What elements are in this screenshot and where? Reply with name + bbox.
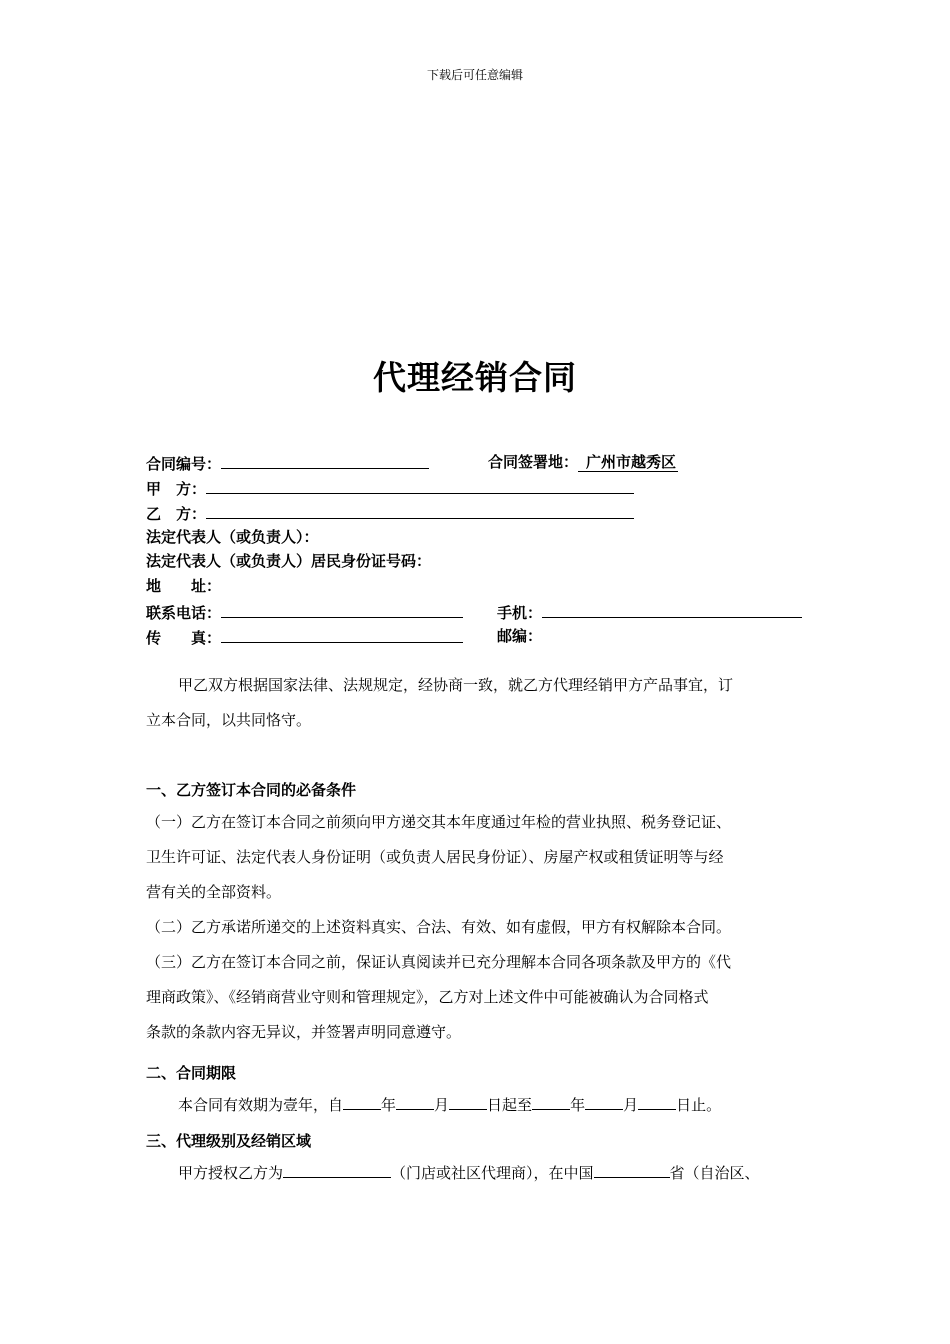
legal-rep-id-label: 法定代表人（或负责人）居民身份证号码： <box>146 552 432 570</box>
contract-no-blank[interactable] <box>221 452 429 469</box>
section2-body <box>146 1088 826 1123</box>
section3-heading: 三、代理级别及经销区域 <box>146 1132 312 1150</box>
section1-body <box>146 805 826 1050</box>
start-year-blank[interactable] <box>343 1094 381 1110</box>
party-b-blank[interactable] <box>206 502 634 519</box>
section1-line: （三）乙方在签订本合同之前，保证认真阅读并已充分理解本合同各项条款及甲方的《代 <box>146 953 732 971</box>
party-b-label: 乙 方： <box>146 505 207 523</box>
section1-line: 卫生许可证、法定代表人身份证明（或负责人居民身份证）、房屋产权或租赁证明等与经 <box>146 848 724 866</box>
intro-paragraph <box>146 668 826 738</box>
document-title: 代理经销合同 <box>373 358 577 397</box>
legal-rep-label: 法定代表人（或负责人）： <box>146 528 319 546</box>
phone-blank[interactable] <box>221 601 463 618</box>
page-header: 下载后可任意编辑 <box>426 68 523 82</box>
address-label: 地 址： <box>146 577 222 595</box>
party-b-row <box>146 502 634 522</box>
term-text-1: 本合同有效期为壹年，自 <box>178 1096 344 1114</box>
fax-blank[interactable] <box>221 626 463 643</box>
mobile-blank[interactable] <box>542 601 802 618</box>
party-a-blank[interactable] <box>206 477 634 494</box>
section1-line: 理商政策》、《经销商营业守则和管理规定》，乙方对上述文件中可能被确认为合同格式 <box>146 988 709 1006</box>
intro-line: 甲乙双方根据国家法律、法规规定，经协商一致，就乙方代理经销甲方产品事宜，订 <box>178 676 734 694</box>
end-day-blank[interactable] <box>638 1094 676 1110</box>
end-month-blank[interactable] <box>585 1094 623 1110</box>
sign-place-label: 合同签署地： <box>488 453 579 471</box>
start-month-blank[interactable] <box>396 1094 434 1110</box>
postcode-row <box>497 626 542 646</box>
postcode-label: 邮编： <box>497 627 543 645</box>
province-blank[interactable] <box>594 1162 670 1178</box>
authorization-line <box>146 1156 826 1191</box>
section1-line: （二）乙方承诺所递交的上述资料真实、合法、有效、如有虚假，甲方有权解除本合同。 <box>146 918 732 936</box>
contract-no-label: 合同编号： <box>146 455 222 473</box>
sign-place-row <box>488 452 678 472</box>
section1-heading: 一、乙方签订本合同的必备条件 <box>146 781 357 799</box>
year-label: 年 <box>570 1096 586 1114</box>
day-from-label: 日起至 <box>487 1096 533 1114</box>
sign-place-value: 广州市越秀区 <box>578 453 678 472</box>
section1-line: 条款的条款内容无异议，并签署声明同意遵守。 <box>146 1023 462 1041</box>
month-label: 月 <box>623 1096 639 1114</box>
start-day-blank[interactable] <box>449 1094 487 1110</box>
mobile-label: 手机： <box>497 604 543 622</box>
auth-text-3: 省（自治区、 <box>669 1164 760 1182</box>
fax-label: 传 真： <box>146 629 222 647</box>
section1-line: （一）乙方在签订本合同之前须向甲方递交其本年度通过年检的营业执照、税务登记证、 <box>146 813 732 831</box>
phone-row <box>146 601 463 621</box>
year-label: 年 <box>381 1096 397 1114</box>
party-a-row <box>146 477 634 497</box>
legal-rep-row <box>146 527 319 547</box>
month-label: 月 <box>434 1096 450 1114</box>
section2-heading: 二、合同期限 <box>146 1064 237 1082</box>
intro-line: 立本合同，以共同恪守。 <box>146 711 312 729</box>
contract-no-row <box>146 452 429 472</box>
legal-rep-id-row <box>146 551 431 571</box>
auth-text-2: （门店或社区代理商），在中国 <box>391 1164 594 1182</box>
day-end-label: 日止。 <box>676 1096 722 1114</box>
section3-body <box>146 1156 826 1191</box>
section1-line: 营有关的全部资料。 <box>146 883 282 901</box>
end-year-blank[interactable] <box>532 1094 570 1110</box>
phone-label: 联系电话： <box>146 604 222 622</box>
mobile-row <box>497 601 802 621</box>
term-line <box>146 1088 826 1123</box>
fax-row <box>146 626 463 646</box>
auth-text-1: 甲方授权乙方为 <box>178 1164 284 1182</box>
party-a-label: 甲 方： <box>146 480 207 498</box>
agent-level-blank[interactable] <box>283 1162 391 1178</box>
address-row <box>146 576 221 596</box>
